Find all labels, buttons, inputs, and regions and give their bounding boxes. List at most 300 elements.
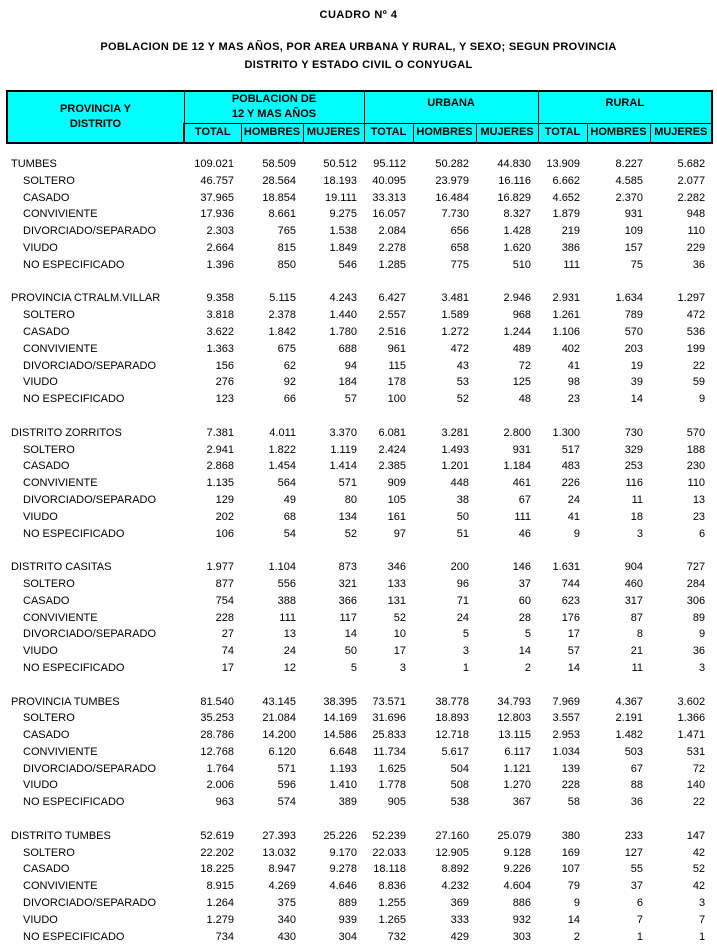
subheader-hombres: HOMBRES [241,123,303,143]
value-cell: 461 [512,477,532,490]
section-value-cell: 2.800 [503,426,532,439]
detail-row [7,257,712,274]
value-cell: 765 [277,225,296,238]
value-cell: 1.135 [206,477,234,490]
detail-row [7,509,712,526]
value-cell: 9.128 [503,846,532,859]
value-cell: 16.057 [372,208,407,221]
value-cell: 386 [561,241,581,254]
section-value-cell: 38.395 [323,695,358,708]
value-cell: 1.265 [378,913,407,926]
section-value-cell: 1.297 [677,292,706,305]
section-value-cell: 6.427 [378,292,407,305]
value-cell: 503 [624,745,644,758]
value-cell: 28.786 [200,729,234,742]
value-cell: 100 [387,393,407,406]
subheader-total: TOTAL [538,123,587,143]
value-cell: 877 [215,577,234,590]
detail-row [7,475,712,492]
section-value-cell: 233 [624,829,644,842]
detail-row [7,324,712,341]
value-cell: 2.385 [378,460,407,473]
value-cell: 52 [344,527,358,540]
value-cell: 253 [624,460,644,473]
value-cell: 317 [624,594,644,607]
section-value-cell: 13.909 [546,158,581,170]
value-cell: 1.184 [503,460,532,473]
detail-row [7,206,712,223]
value-cell: 161 [387,510,407,523]
value-cell: 1.261 [552,309,581,322]
section-value-cell: 4.367 [615,695,644,708]
value-cell: 429 [450,930,470,943]
detail-row [7,761,712,778]
section-value-cell: 25.226 [323,829,358,842]
value-cell: 35.253 [200,712,234,725]
value-cell: 789 [624,309,644,322]
spacer-row [7,811,712,828]
value-cell: 574 [277,796,296,809]
value-cell: 13.032 [262,846,296,859]
value-cell: 9.278 [329,863,358,876]
value-cell: 6.117 [504,745,532,758]
section-value-cell: 8.227 [615,158,644,170]
value-cell: 228 [561,779,581,792]
value-cell: 71 [456,594,470,607]
value-cell: 968 [512,309,532,322]
value-cell: 963 [215,796,234,809]
value-cell: 111 [514,510,532,523]
detail-row [7,593,712,610]
value-cell: 1.034 [552,745,581,758]
value-cell: 41 [567,359,581,372]
value-cell: 3 [462,645,470,658]
value-cell: 22.033 [372,846,407,859]
value-cell: 115 [388,359,407,372]
value-cell: 37.965 [200,191,234,204]
section-value-cell: 27.393 [262,829,296,842]
row-label: NO ESPECIFICADO [23,930,125,943]
value-cell: 886 [512,897,532,910]
value-cell: 14 [567,913,581,926]
detail-row [7,660,712,677]
value-cell: 8.661 [268,208,296,221]
value-cell: 17.936 [200,208,234,221]
value-cell: 321 [338,577,358,590]
value-cell: 1.201 [441,460,470,473]
value-cell: 472 [450,342,470,355]
section-row [7,156,712,173]
value-cell: 133 [387,577,407,590]
value-cell: 140 [686,779,706,792]
value-cell: 72 [518,359,532,372]
value-cell: 1.106 [552,325,581,338]
value-cell: 203 [624,342,644,355]
value-cell: 531 [686,745,706,758]
row-label: SOLTERO [23,577,75,590]
value-cell: 9 [573,897,581,910]
section-value-cell: 44.830 [497,158,532,170]
value-cell: 1.285 [378,258,407,271]
value-cell: 905 [387,796,407,809]
value-cell: 94 [344,359,358,372]
value-cell: 22 [692,796,706,809]
value-cell: 1.279 [206,913,234,926]
value-cell: 889 [338,897,358,910]
value-cell: 18 [630,510,644,523]
value-cell: 18.118 [373,863,407,876]
value-cell: 931 [624,208,644,221]
section-value-cell: 1.300 [552,426,581,439]
group-header-row [7,91,712,123]
value-cell: 110 [687,477,706,490]
section-value-cell: 7.969 [552,695,581,708]
row-label: VIUDO [23,913,58,926]
spacer-row [7,542,712,559]
section-name: TUMBES [11,158,57,170]
value-cell: 14 [567,661,581,674]
value-cell: 37 [518,577,532,590]
value-cell: 3 [636,527,644,540]
value-cell: 1.428 [503,225,532,238]
value-cell: 306 [686,594,706,607]
detail-row [7,777,712,794]
value-cell: 6.120 [268,745,296,758]
section-value-cell: 380 [561,829,581,842]
value-cell: 16.116 [498,174,532,187]
value-cell: 49 [283,493,296,506]
value-cell: 303 [512,930,532,943]
value-cell: 14.586 [323,729,358,742]
value-cell: 129 [215,493,234,506]
value-cell: 23 [692,510,706,523]
value-cell: 3.818 [206,309,234,322]
detail-row [7,744,712,761]
value-cell: 202 [215,510,234,523]
section-name: DISTRITO TUMBES [11,829,111,842]
section-row [7,694,712,711]
section-value-cell: 81.540 [200,695,234,708]
value-cell: 13 [692,493,706,506]
value-cell: 14.169 [323,712,358,725]
spacer-row [7,274,712,291]
detail-row [7,794,712,811]
table-header [7,91,712,143]
row-label: NO ESPECIFICADO [23,796,125,809]
value-cell: 1.366 [677,712,706,725]
detail-row [7,492,712,509]
subheader-total: TOTAL [184,123,241,143]
value-cell: 50 [456,510,470,523]
value-cell: 961 [387,342,407,355]
value-cell: 1.778 [378,779,407,792]
value-cell: 329 [624,443,644,456]
section-value-cell: 52.619 [200,829,234,842]
detail-row [7,223,712,240]
row-label: SOLTERO [23,443,75,456]
section-row [7,425,712,442]
spacer-row [7,408,712,425]
value-cell: 6 [636,897,644,910]
section-row [7,559,712,576]
detail-row [7,861,712,878]
section-value-cell: 9.358 [206,292,234,305]
detail-row [7,643,712,660]
value-cell: 3 [698,897,706,910]
subheader-total: TOTAL [364,123,413,143]
value-cell: 58 [567,796,581,809]
value-cell: 22 [692,359,706,372]
value-cell: 1.538 [329,225,358,238]
value-cell: 1 [636,930,644,943]
value-cell: 36 [692,258,706,271]
section-value-cell: 1.631 [552,561,581,574]
row-label: SOLTERO [23,174,75,187]
value-cell: 176 [561,611,581,624]
header-poblacion [184,91,364,123]
value-cell: 8.915 [206,880,234,893]
value-cell: 68 [283,510,296,523]
value-cell: 41 [567,510,581,523]
value-cell: 52 [393,611,407,624]
section-value-cell: 146 [512,561,532,574]
detail-row [7,391,712,408]
value-cell: 1.842 [268,325,296,338]
value-cell: 658 [450,241,470,254]
value-cell: 27 [221,628,234,641]
value-cell: 1.620 [503,241,532,254]
value-cell: 1.625 [378,762,407,775]
value-cell: 4.604 [503,880,532,893]
value-cell: 675 [277,342,296,355]
row-label: VIUDO [23,376,58,389]
value-cell: 36 [692,645,706,658]
value-cell: 1.454 [268,460,296,473]
value-cell: 7 [636,913,644,926]
value-cell: 199 [686,342,706,355]
value-cell: 46.757 [200,174,234,187]
value-cell: 134 [338,510,358,523]
value-cell: 1.440 [329,309,358,322]
section-value-cell: 50.282 [435,158,470,170]
value-cell: 4.652 [552,191,581,204]
row-label: VIUDO [23,510,58,523]
value-cell: 12 [283,661,296,674]
value-cell: 75 [630,258,644,271]
value-cell: 12.803 [497,712,532,725]
detail-row [7,307,712,324]
subtitle-line2: DISTRITO Y ESTADO CIVIL O CONYUGAL [244,59,473,71]
section-value-cell: 6.081 [378,426,407,439]
section-value-cell: 1.977 [206,561,234,574]
row-label: SOLTERO [23,712,75,725]
section-value-cell: 873 [338,561,358,574]
value-cell: 52 [692,863,706,876]
value-cell: 366 [338,594,358,607]
value-cell: 50 [344,645,358,658]
section-value-cell: 58.509 [262,158,296,170]
value-cell: 571 [277,762,296,775]
section-value-cell: 52.239 [372,829,407,842]
value-cell: 169 [561,846,581,859]
value-cell: 472 [686,309,706,322]
section-value-cell: 27.160 [435,829,470,842]
row-label: DIVORCIADO/SEPARADO [23,359,157,372]
value-cell: 88 [630,779,644,792]
value-cell: 8 [636,628,644,641]
row-label: VIUDO [23,779,58,792]
value-cell: 60 [518,594,532,607]
value-cell: 4.646 [329,880,358,893]
header-provincia-distrito [7,91,184,143]
value-cell: 1 [698,930,706,943]
value-cell: 623 [561,594,581,607]
value-cell: 229 [686,241,706,254]
section-value-cell: 2.946 [503,292,532,305]
value-cell: 1.493 [441,443,470,456]
subheader-mujeres: MUJERES [303,123,364,143]
value-cell: 67 [518,493,532,506]
value-cell: 67 [630,762,644,775]
value-cell: 52 [456,393,470,406]
value-cell: 28 [518,611,532,624]
value-cell: 9.170 [329,846,358,859]
section-value-cell: 25.079 [497,829,532,842]
value-cell: 12.768 [200,745,234,758]
value-cell: 131 [387,594,407,607]
value-cell: 53 [456,376,470,389]
detail-row [7,576,712,593]
value-cell: 284 [686,577,706,590]
value-cell: 23 [567,393,581,406]
value-cell: 596 [277,779,296,792]
value-cell: 14.200 [262,729,296,742]
spacer-row [7,677,712,694]
section-value-cell: 34.793 [497,695,532,708]
value-cell: 107 [561,863,581,876]
value-cell: 5 [462,628,470,641]
value-cell: 123 [215,393,234,406]
row-label: DIVORCIADO/SEPARADO [23,762,157,775]
value-cell: 1.119 [330,443,358,456]
row-label: CONVIVIENTE [23,880,98,893]
row-label: SOLTERO [23,309,75,322]
section-value-cell: 38.778 [435,695,470,708]
section-name: DISTRITO CASITAS [11,561,112,574]
value-cell: 7.730 [441,208,470,221]
value-cell: 1.121 [503,762,532,775]
value-cell: 2.303 [206,225,234,238]
value-cell: 188 [686,443,706,456]
value-cell: 850 [277,258,296,271]
section-value-cell: 3.602 [677,695,706,708]
value-cell: 38 [456,493,470,506]
value-cell: 3 [399,661,407,674]
value-cell: 39 [630,376,644,389]
value-cell: 96 [456,577,470,590]
value-cell: 1.193 [329,762,358,775]
section-value-cell: 43.145 [262,695,296,708]
value-cell: 40.095 [372,174,407,187]
value-cell: 389 [338,796,358,809]
value-cell: 2.557 [378,309,407,322]
value-cell: 1.255 [378,897,407,910]
row-label: NO ESPECIFICADO [23,527,125,540]
row-label: NO ESPECIFICADO [23,258,125,271]
row-label: CASADO [23,325,70,338]
value-cell: 10 [393,628,407,641]
section-value-cell: 50.512 [323,158,358,170]
value-cell: 31.696 [372,712,407,725]
value-cell: 333 [450,913,470,926]
row-label: DIVORCIADO/SEPARADO [23,628,157,641]
value-cell: 2.191 [615,712,644,725]
row-label: CASADO [23,863,70,876]
table-body [7,143,712,945]
section-value-cell: 2.931 [552,292,581,305]
value-cell: 2.941 [206,443,234,456]
value-cell: 42 [692,846,706,859]
value-cell: 8.892 [441,863,470,876]
value-cell: 656 [450,225,470,238]
value-cell: 1.396 [206,258,234,271]
section-row [7,828,712,845]
value-cell: 2.278 [378,241,407,254]
row-label: CONVIVIENTE [23,208,98,221]
row-label: CASADO [23,594,70,607]
header-urbana: URBANA [364,91,538,123]
section-name: DISTRITO ZORRITOS [11,426,122,439]
section-row [7,290,712,307]
value-cell: 13.115 [498,729,532,742]
spacer-cell [7,677,712,694]
value-cell: 2.378 [268,309,296,322]
value-cell: 22.202 [200,846,234,859]
value-cell: 1 [462,661,470,674]
value-cell: 18.893 [435,712,470,725]
value-cell: 1.471 [677,729,706,742]
value-cell: 11.734 [373,745,407,758]
subheader-hombres: HOMBRES [587,123,650,143]
section-value-cell: 730 [624,426,644,439]
section-value-cell: 3.370 [329,426,358,439]
header-line: POBLACION DE [231,93,317,106]
value-cell: 51 [456,527,470,540]
header-line: DISTRITO [69,118,122,130]
value-cell: 1.264 [206,897,234,910]
value-cell: 375 [277,897,296,910]
value-cell: 508 [450,779,470,792]
value-cell: 931 [512,443,532,456]
row-label: CONVIVIENTE [23,745,98,758]
detail-row [7,458,712,475]
value-cell: 110 [687,225,706,238]
value-cell: 219 [561,225,581,238]
value-cell: 25.833 [372,729,407,742]
value-cell: 11 [631,661,644,674]
value-cell: 14 [630,393,644,406]
value-cell: 12.718 [435,729,470,742]
subheader-hombres: HOMBRES [413,123,476,143]
value-cell: 36 [630,796,644,809]
value-cell: 98 [567,376,581,389]
value-cell: 24 [567,493,581,506]
value-cell: 3 [698,661,706,674]
value-cell: 5 [524,628,532,641]
row-label: CASADO [23,191,70,204]
value-cell: 2.868 [206,460,234,473]
section-value-cell: 73.571 [372,695,407,708]
